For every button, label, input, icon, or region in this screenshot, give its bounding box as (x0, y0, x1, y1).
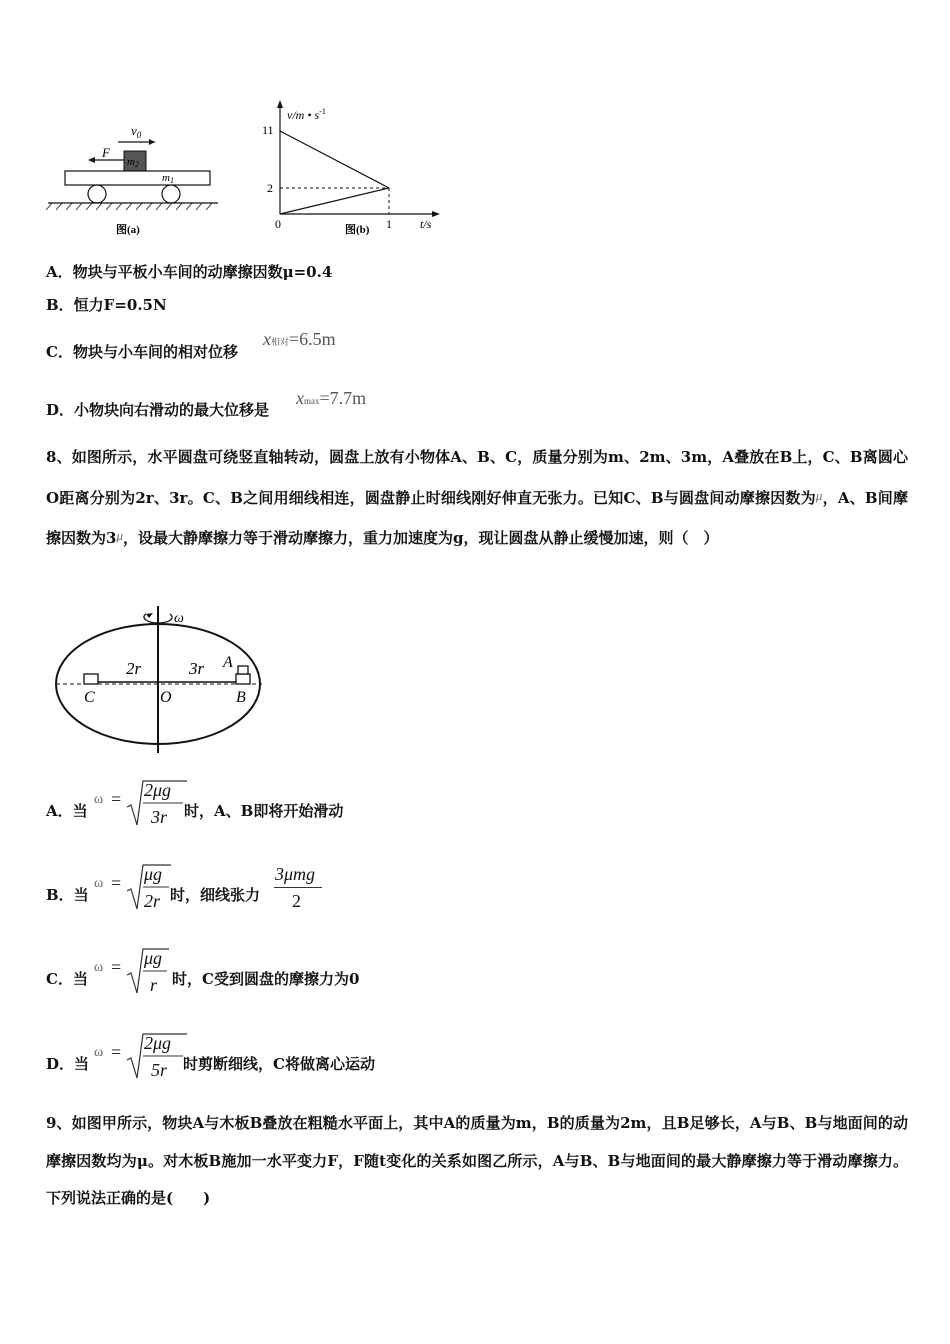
sqrt-denominator: 5r (151, 1060, 168, 1080)
sqrt-numerator: μg (144, 948, 163, 968)
q8-stem: 8、如图所示，水平圆盘可绕竖直轴转动，圆盘上放有小物体A、B、C，质量分别为m、2m、3m，A叠放在B上，C、B离圆心O距离分别为2r、3r。C、B之间用细线相连，圆盘静止时细线刚好伸直无张力。已知C、B与圆盘间动摩擦因数为μ，A、B间摩擦因数为3μ，设最大静摩擦力等于滑动摩擦力，重力加速度为g，现让圆盘从静止缓慢加速，则（ ） (46, 448, 909, 547)
q7-option-d: D．小物块向右滑动的最大位移是 xmax=7.7m (46, 388, 367, 419)
m1-label: m1 (162, 172, 174, 185)
figure-b-vt-graph (255, 98, 445, 240)
wheel-right (162, 185, 180, 203)
x-tick-1: 1 (386, 217, 392, 231)
q7-option-c: C．物块与小车间的相对位移 x相对=6.5m (46, 329, 336, 361)
fraction-bar (274, 887, 322, 888)
v0-label: $v_0$ (131, 123, 142, 140)
origin-label: 0 (275, 217, 281, 231)
line-block-velocity (280, 131, 389, 188)
y-tick-2: 2 (267, 181, 273, 195)
omega-label: ω (174, 611, 184, 626)
y-axis-label: v/m • $s^{-1}$ (287, 107, 326, 122)
block-a (238, 666, 248, 674)
block-b (236, 674, 250, 684)
tension-numerator: 3μmg (275, 864, 316, 884)
sqrt-denominator: 3r (151, 807, 168, 827)
label-c: C (84, 689, 95, 706)
figure-a-caption: 图(a) (116, 224, 140, 236)
sqrt-numerator: 2μg (144, 1033, 172, 1053)
relative-displacement-formula: x相对=6.5m (263, 329, 336, 349)
distance-3r: 3r (189, 659, 205, 678)
q7-option-a: A．物块与平板小车间的动摩擦因数μ=0.4 (46, 263, 333, 281)
max-displacement-formula: xmax=7.7m (296, 388, 367, 408)
m2-label: m2 (127, 156, 139, 169)
distance-2r: 2r (126, 659, 142, 678)
force-label: F (102, 145, 110, 160)
tension-denominator: 2 (292, 891, 301, 911)
label-a: A (223, 654, 233, 671)
sqrt-numerator: μg (144, 864, 163, 884)
y-tick-11: 11 (262, 123, 274, 137)
q8-option-d: D．当 ω = 2μg 5r 时剪断细线，C将做离心运动 (46, 1028, 546, 1084)
x-axis-label: t/s (420, 217, 432, 231)
label-o: O (160, 689, 172, 706)
q7-option-b: B．恒力F=0.5N (46, 296, 167, 314)
figure-a-cart (40, 118, 230, 240)
sqrt-denominator: 2r (144, 891, 161, 911)
line-cart-velocity (280, 188, 389, 214)
q8-option-a: A．当 ω = 2μg 3r 时，A、B即将开始滑动 (46, 775, 546, 831)
board-m1 (65, 171, 210, 185)
q9-stem: 9、如图甲所示，物块A与木板B叠放在粗糙水平面上，其中A的质量为m，B的质量为2m，且B足够长，A与B、B与地面间的动摩擦因数均为μ。对木板B施加一水平变力F，F随t变化的关系如图乙所示，A与B、B与地面间的最大静摩擦力等于滑动摩擦力。下列说法正确的是( ) (46, 1114, 908, 1207)
block-c (84, 674, 98, 684)
q8-option-c: C．当 ω = μg r 时，C受到圆盘的摩擦力为0 (46, 943, 546, 999)
sqrt-denominator: r (150, 975, 158, 995)
sqrt-numerator: 2μg (144, 780, 172, 800)
label-b: B (236, 689, 246, 706)
q8-disk-figure (50, 600, 270, 755)
figure-b-caption: 图(b) (345, 224, 370, 236)
wheel-left (88, 185, 106, 203)
q8-option-b: B．当 ω = μg 2r 时，细线张力 3μmg 2 (46, 859, 546, 915)
ground-hatch (46, 203, 212, 210)
